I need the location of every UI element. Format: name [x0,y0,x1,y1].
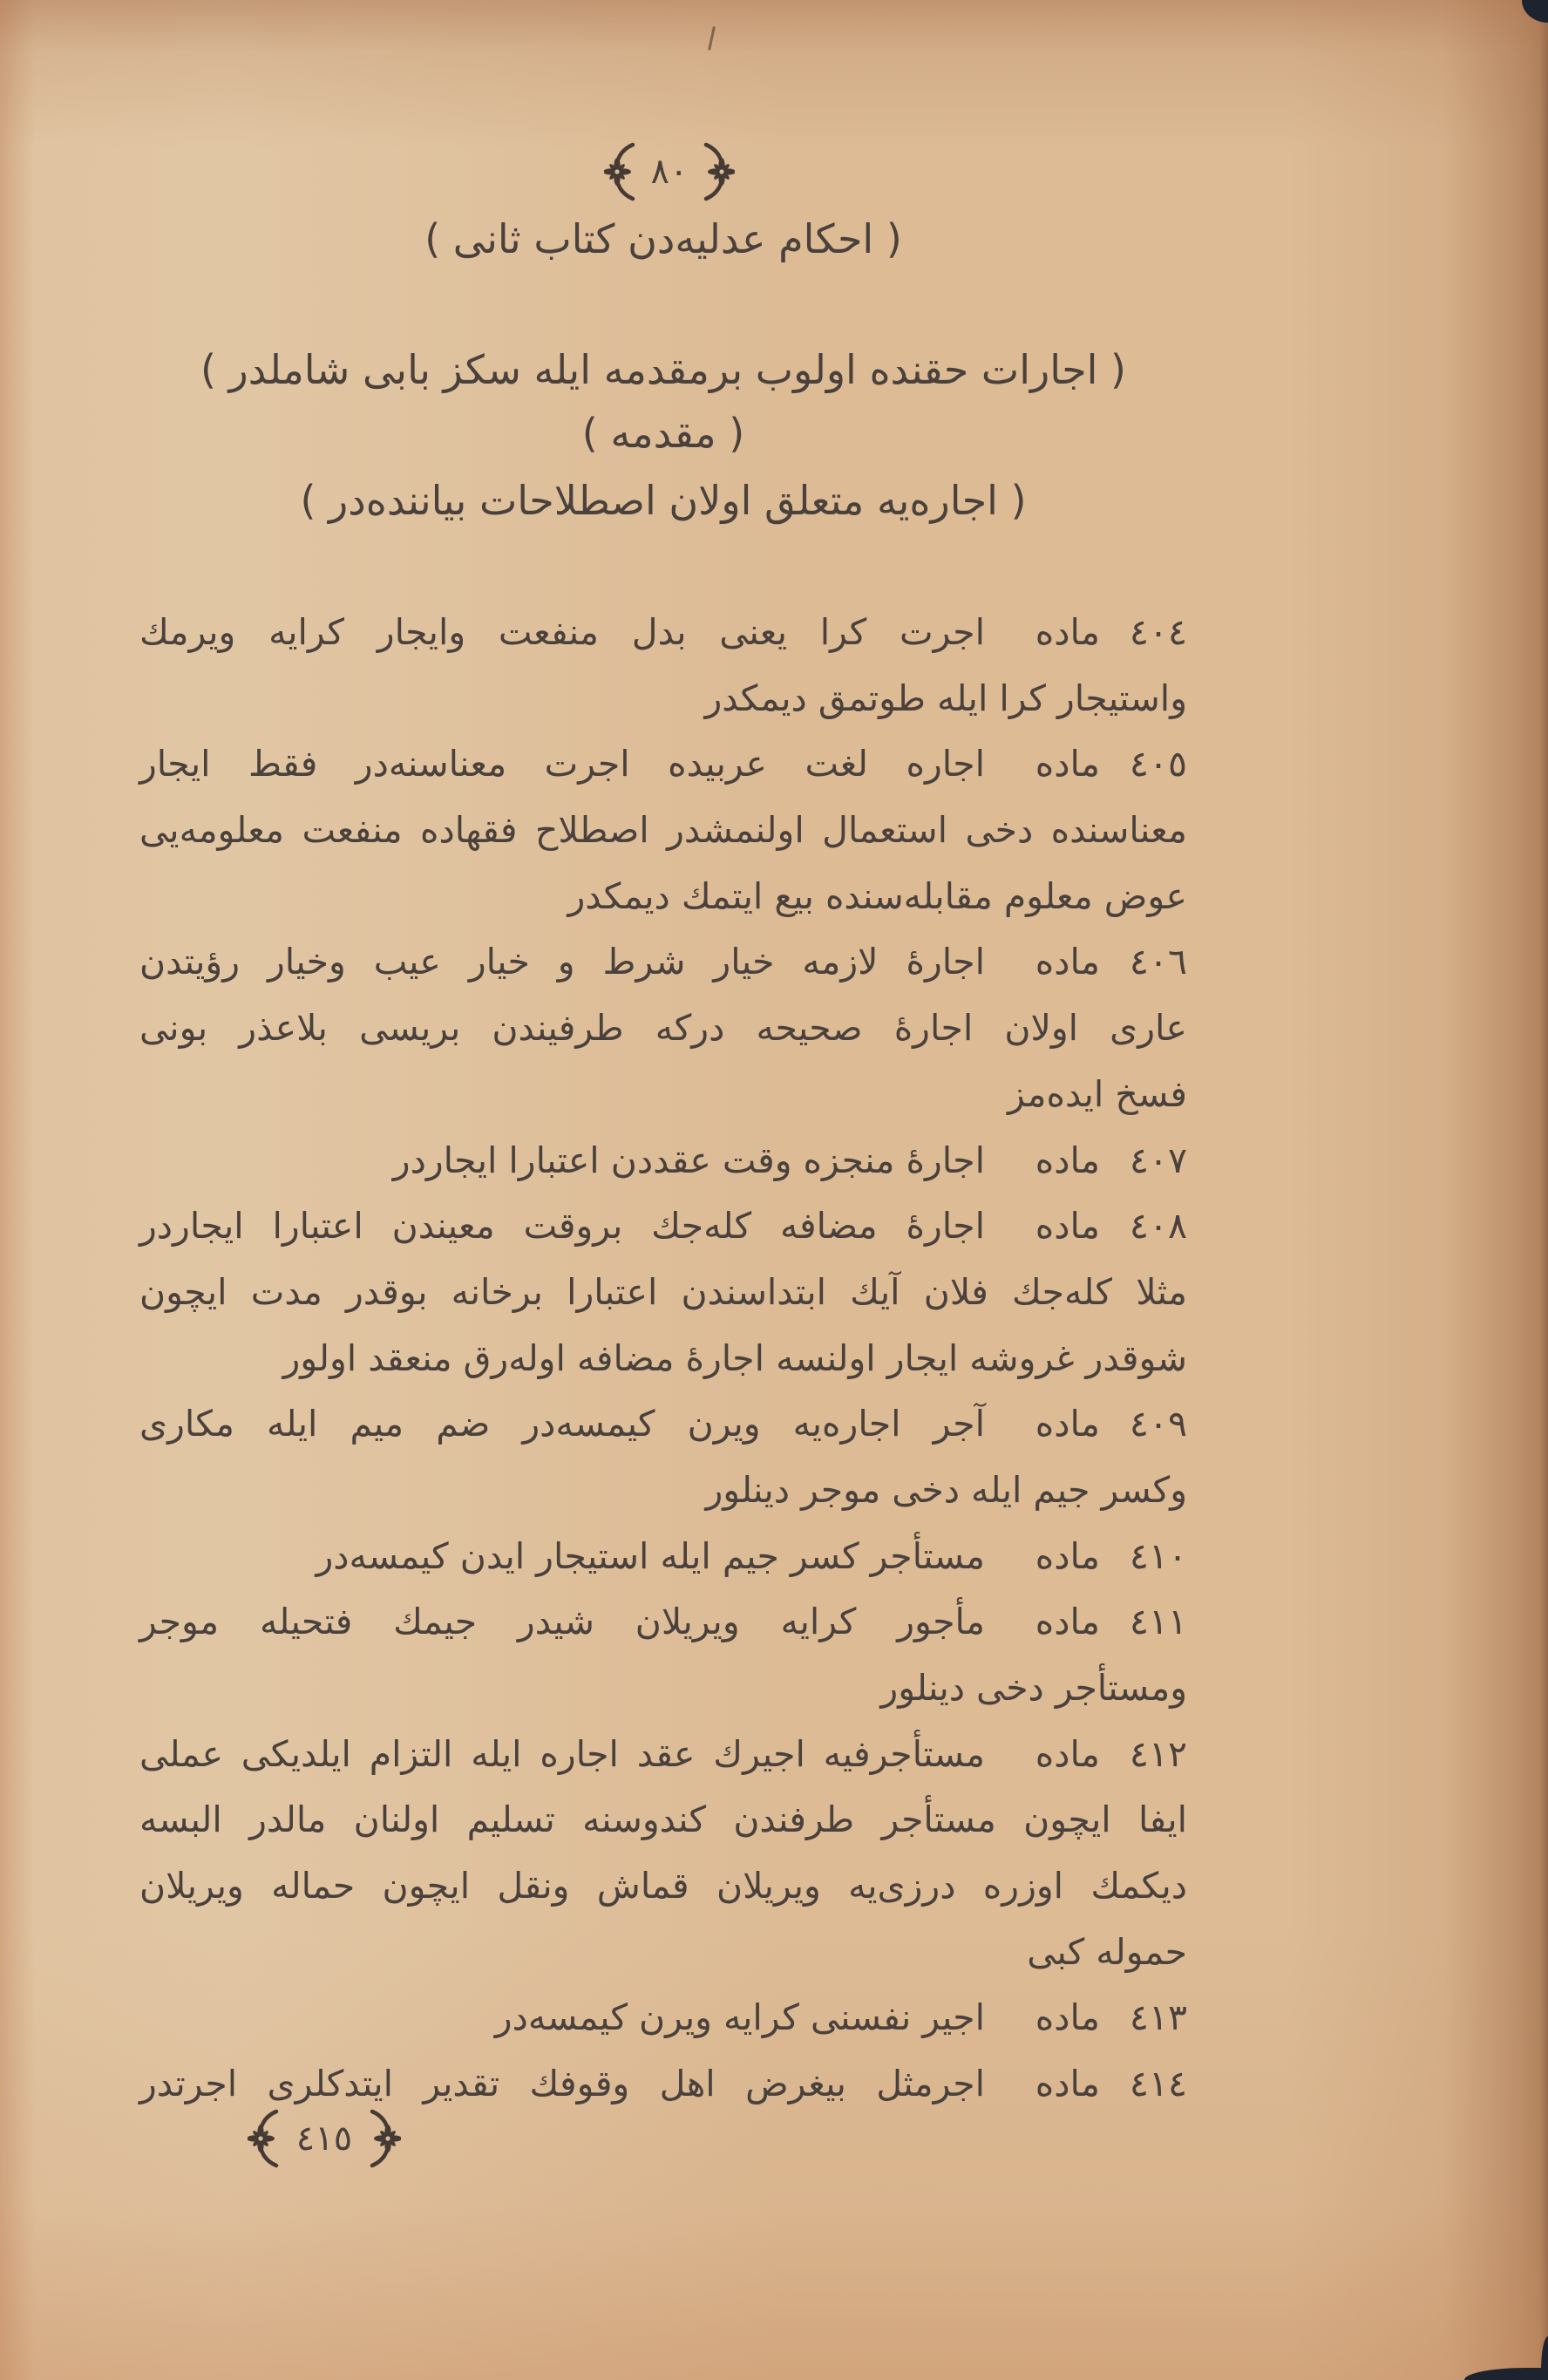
article-line [139,1589,1187,1656]
article-line [139,1656,1187,1722]
article-413 [139,1985,1187,2051]
fleuron-left-icon [604,142,639,201]
article-line [139,1920,1187,1986]
article-line [139,798,1187,864]
article-408 [139,1193,1187,1391]
article-line [139,929,1187,996]
article-label: ماده [1035,1534,1100,1577]
article-405 [139,731,1187,929]
page-number: ٨٠ [650,152,689,192]
article-label: ماده [1035,1732,1100,1775]
article-text: شوقدر غروشه ايجار اولنسه اجارهٔ مضافه اوله‌رق منعقد اولور [282,1336,1187,1379]
fleuron-left-icon [248,2109,282,2168]
section-title: ( اجارات حقنده اولوب برمقدمه ايله سكز بابى شاملدر ) [200,346,1127,393]
article-411 [139,1589,1187,1721]
fleuron-right-icon [366,2109,401,2168]
article-line [139,864,1187,930]
article-409 [139,1391,1187,1523]
article-410 [139,1524,1187,1590]
article-414 [139,2051,1187,2118]
article-text: عوض معلوم مقابله‌سنده بيع ايتمك ديمكدر [567,874,1187,917]
article-text: اجارهٔ منجزه وقت عقددن اعتبارا ايجاردر [392,1139,985,1181]
article-406 [139,929,1187,1127]
article-number: ٤١١ [1129,1601,1187,1643]
book-title: ( احكام عدليه‌دن كتاب ثانى ) [424,215,902,262]
article-label: ماده [1035,1601,1100,1643]
article-line [139,1524,1187,1590]
article-412 [139,1722,1187,1986]
article-text: اجرمثل بيغرض اهل وقوفك تقدير ايتدكلرى اجرتدر [139,2063,985,2105]
article-line [139,1853,1187,1920]
article-line [139,666,1187,732]
article-text: مأجور كرايه ويريلان شيدر جيمك فتحيله موجر [139,1601,985,1643]
introduction-heading: ( مقدمه ) [581,410,745,457]
article-text: اجاره لغت عربيده اجرت معناسنه‌در فقط ايجار [139,743,985,785]
article-number: ٤٠٤ [1129,611,1187,653]
article-line [139,1326,1187,1392]
article-line [139,1391,1187,1458]
pencil-mark [708,26,716,51]
article-text: معناسنده دخى استعمال اولنمشدر اصطلاح فقهاده منفعت معلومه‌يى [139,809,1187,852]
article-label: ماده [1035,611,1100,653]
article-text: وكسر جيم ايله دخى موجر دينلور [705,1468,1187,1511]
article-number: ٤١٤ [1129,2063,1187,2105]
fleuron-right-icon [700,142,735,201]
article-label: ماده [1035,1205,1100,1248]
article-404 [139,600,1187,731]
article-line [139,1193,1187,1260]
article-number: ٤٠٩ [1129,1403,1187,1445]
article-number: ٤٠٨ [1129,1205,1187,1248]
article-text: ومستأجر دخى دينلور [880,1667,1187,1709]
catchword-number: ٤١٥ [295,2118,353,2159]
article-text: مستأجرفيه اجيرك عقد اجاره ايله التزام ايلديكى عملى [139,1732,985,1775]
article-number: ٤١٢ [1129,1732,1187,1775]
article-text: مستأجر كسر جيم ايله استيجار ايدن كيمسه‌در [316,1534,985,1577]
articles-text [139,600,1187,2118]
article-text: آجر اجاره‌يه ويرن كيمسه‌در ضم ميم ايله مكارى [139,1403,985,1445]
article-text: فسخ ايده‌مز [1007,1072,1187,1115]
article-line [139,1787,1187,1853]
scan-background-corner-bottom [1464,2368,1548,2380]
page-header [582,144,757,200]
article-text: اجرت كرا يعنى بدل منفعت وايجار كرايه ويرمك [139,611,985,653]
introduction-subtitle: ( اجاره‌يه متعلق اولان اصطلاحات بياننده‌در ) [300,477,1027,524]
article-text: اجير نفسنى كرايه ويرن كيمسه‌در [494,1996,985,2039]
article-text: اجارهٔ مضافه كله‌جك بروقت معيندن اعتبارا ايجاردر [139,1205,985,1248]
article-label: ماده [1035,1403,1100,1445]
catchword [228,2111,420,2166]
article-text: اجارهٔ لازمه خيار شرط و خيار عيب وخيار رؤيتدن [139,941,985,983]
article-line [139,996,1187,1062]
article-line [139,1458,1187,1524]
article-line [139,600,1187,666]
article-line [139,731,1187,798]
article-label: ماده [1035,1139,1100,1181]
article-label: ماده [1035,743,1100,785]
article-text: ايفا ايچون مستأجر طرفندن كندوسنه تسليم اولنان مالدر البسه [139,1799,1187,1841]
article-line [139,1722,1187,1788]
article-line [139,1260,1187,1326]
article-line [139,1128,1187,1194]
article-text: مثلا كله‌جك فلان آيك ابتداسندن اعتبارا برخانه بوقدر مدت ايچون [139,1270,1187,1313]
article-number: ٤١٠ [1129,1534,1187,1577]
article-number: ٤٠٥ [1129,743,1187,785]
article-text: عارى اولان اجارهٔ صحيحه دركه طرفيندن بريسى بلاعذر بونى [139,1007,1187,1050]
scan-background-corner-top [1522,0,1548,23]
article-label: ماده [1035,2063,1100,2105]
article-text: ديكمك اوزره درزى‌يه ويريلان قماش ونقل ايچون حماله ويريلان [139,1865,1187,1907]
article-line [139,1062,1187,1128]
article-text: حموله كبى [1027,1930,1187,1973]
article-label: ماده [1035,1996,1100,2039]
article-number: ٤١٣ [1129,1996,1187,2039]
article-number: ٤٠٦ [1129,941,1187,983]
article-407 [139,1128,1187,1194]
article-number: ٤٠٧ [1129,1139,1187,1181]
article-line [139,1985,1187,2051]
article-label: ماده [1035,941,1100,983]
article-line [139,2051,1187,2118]
scan-background-edge-bottom [1541,2336,1548,2380]
article-text: واستيجار كرا ايله طوتمق ديمكدر [704,677,1187,719]
